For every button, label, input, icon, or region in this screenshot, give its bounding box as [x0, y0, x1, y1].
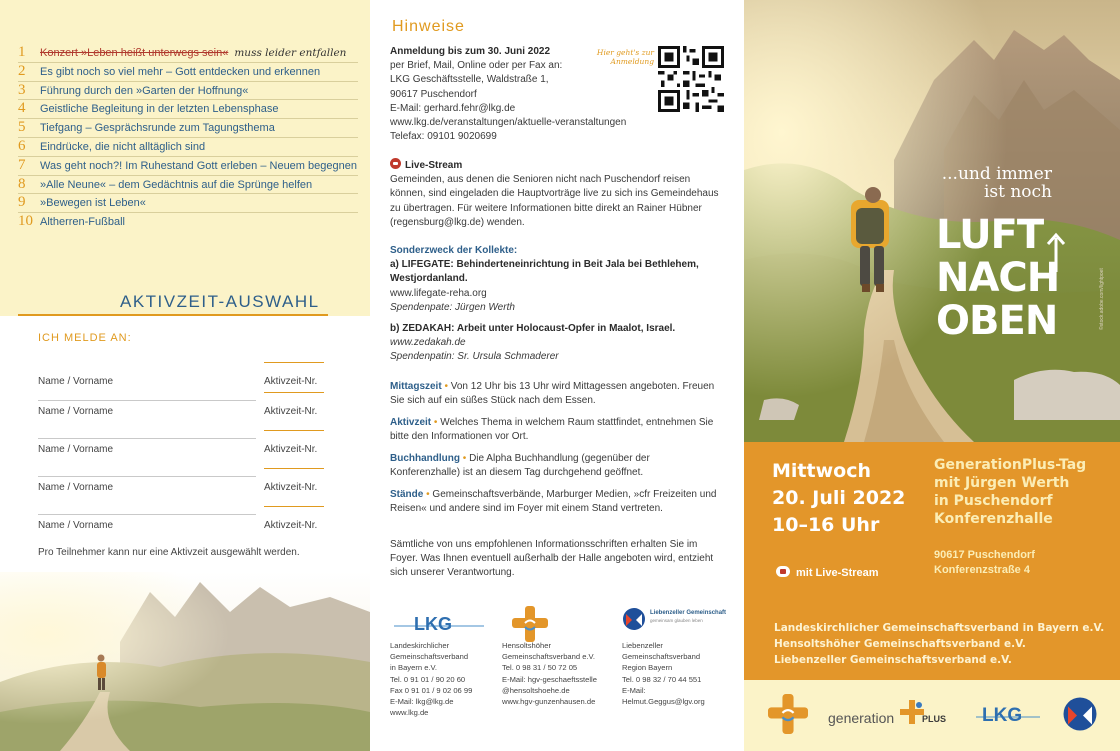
collection-block	[390, 244, 720, 365]
hgv-cross-logo	[512, 606, 548, 642]
event-weekday: Mittwoch	[772, 460, 871, 482]
program-item-text: Eindrücke, die nicht alltäglich sind	[40, 140, 206, 153]
event-time: 10–16 Uhr	[772, 514, 880, 536]
association-name: Landeskirchlicher Gemeinschaftsverband in Bayern e.V.	[774, 622, 1105, 634]
plus-icon	[900, 700, 924, 724]
landscape-photo	[0, 572, 370, 751]
livestream-title: Live-Stream	[405, 160, 463, 171]
lkg-footer-logo	[976, 702, 1040, 728]
photo-credit: ©stock.adobe.com/lightpoet	[1099, 268, 1105, 330]
program-item-number: 9	[18, 194, 26, 211]
stands-title: Stände	[390, 489, 424, 500]
qr-code[interactable]	[658, 46, 724, 112]
left-panel	[0, 0, 370, 751]
cancel-note: muss leider entfallen	[234, 47, 347, 59]
stands-block: Stände • Gemeinschaftsverbände, Marburger Medien, »cfr Freizeiten und Reisen« und andere sind im Foyer mit einem Stand vertreten.	[390, 489, 717, 515]
event-address-line: Konferenzstraße 4	[934, 564, 1030, 576]
program-item-text: Führung durch den »Garten der Hoffnung«	[40, 84, 249, 97]
name-label: Name / Vorname	[38, 482, 114, 493]
registration-line: LKG Geschäftsstelle, Waldstraße 1,	[390, 74, 549, 86]
livestream-camera-icon	[776, 566, 790, 577]
program-item-number: 7	[18, 156, 26, 173]
nr-line	[264, 506, 324, 507]
program-item	[18, 119, 358, 138]
nr-label: Aktivzeit-Nr.	[264, 406, 318, 417]
event-line: in Puschendorf	[934, 493, 1053, 509]
program-item	[18, 157, 358, 176]
generationplus-logo-text: generation	[828, 710, 895, 726]
nr-label: Aktivzeit-Nr.	[264, 444, 318, 455]
signup-row[interactable]	[38, 370, 328, 390]
org-logos	[390, 604, 730, 744]
association-name: Hensoltshöher Gemeinschaftsverband e.V.	[774, 638, 1026, 650]
program-item-text: Tiefgang – Gesprächsrunde zum Tagungsthema	[40, 122, 275, 135]
name-label: Name / Vorname	[38, 520, 114, 531]
program-item	[18, 100, 358, 119]
name-label: Name / Vorname	[38, 376, 114, 387]
slogan-word: LUFT	[936, 212, 1044, 258]
program-item-number: 4	[18, 100, 26, 117]
nr-line	[264, 362, 324, 363]
generationplus-logo-plus: PLUS	[922, 714, 947, 724]
nr-line	[264, 430, 324, 431]
program-item-text: »Bewegen ist Leben«	[40, 197, 146, 210]
org-address: Landeskirchlicher Gemeinschaftsverband in Bayern e.V. Tel. 0 91 01 / 90 20 60 Fax 0 91 01 / 9 02 06 99 E-Mail: lkg@lkg.de www.lkg.de	[390, 641, 473, 718]
program-item	[18, 176, 358, 195]
info-panel	[370, 0, 744, 751]
lgv-logo-text: Liebenzeller Gemeinschaft	[650, 610, 727, 616]
program-item-number: 1	[18, 44, 26, 60]
collection-a-sponsor: Spendenpate: Jürgen Werth	[390, 301, 515, 313]
lkg-footer-logo-text: LKG	[982, 705, 1023, 726]
lunch-title: Mittagszeit	[390, 381, 442, 392]
signup-row[interactable]	[38, 476, 328, 496]
program-item-text: Es gibt noch so viel mehr – Gott entdecken und erkennen	[40, 65, 321, 78]
nr-label: Aktivzeit-Nr.	[264, 520, 318, 531]
livestream-block	[390, 158, 720, 230]
arrow-up-icon	[1046, 232, 1066, 272]
selection-rule	[18, 314, 328, 316]
event-address	[934, 548, 1035, 578]
cover-panel	[744, 0, 1120, 751]
name-line	[38, 514, 256, 515]
nr-label: Aktivzeit-Nr.	[264, 482, 318, 493]
registration-email[interactable]: E-Mail: gerhard.fehr@lkg.de	[390, 102, 516, 114]
lkg-logo-text: LKG	[414, 614, 452, 634]
book-block: Buchhandlung • Die Alpha Buchhandlung (gegenüber der Konferenzhalle) ist an diesem Tag durchgehend geöffnet.	[390, 453, 650, 479]
qr-note: Hier geht's zur Anmeldung	[596, 48, 654, 66]
associations	[774, 620, 1104, 668]
stands-text: Gemeinschaftsverbände, Marburger Medien, »cfr Freizeiten und Reisen« und andere sind im Foyer mit einem Stand vertreten.	[390, 489, 717, 515]
name-line	[38, 476, 256, 477]
event-line: GenerationPlus-Tag	[934, 457, 1087, 473]
program-item-text: Geistliche Begleitung in der letzten Lebensphase	[40, 103, 279, 116]
collection-a-url[interactable]: www.lifegate-reha.org	[390, 287, 487, 299]
lgv-logo	[622, 606, 740, 636]
registration-line: per Brief, Mail, Online oder per Fax an:	[390, 60, 563, 72]
program-item	[18, 138, 358, 157]
disclaimer: Sämtliche von uns empfohlenen Informationsschriften erhalten Sie im Foyer. Was Ihnen eventuell außerhalb der Halle angeboten wird, entzieht sich unserer Verantwortung.	[390, 539, 714, 579]
signup-heading: ICH MELDE AN:	[38, 332, 132, 344]
event-address-line: 90617 Puschendorf	[934, 549, 1035, 561]
selection-title: AKTIVZEIT-AUSWAHL	[120, 292, 320, 311]
program-item-text: Was geht noch?! Im Ruhestand Gott erleben – Neuem begegnen	[40, 159, 357, 172]
nr-line	[264, 392, 324, 393]
book-title: Buchhandlung	[390, 453, 460, 464]
lgv-logo-tagline: gemeinsam glauben leben	[650, 618, 703, 623]
program-item	[18, 82, 358, 101]
program-item-text: Konzert »Leben heißt unterwegs sein«	[40, 47, 229, 59]
livestream-badge	[776, 566, 879, 579]
event-title	[934, 456, 1086, 528]
event-date	[772, 458, 905, 539]
program-item-number: 2	[18, 62, 26, 79]
signup-row[interactable]	[38, 438, 328, 458]
livestream-label: mit Live-Stream	[796, 567, 879, 579]
program-item	[18, 44, 358, 63]
name-label: Name / Vorname	[38, 406, 114, 417]
collection-b-sponsor: Spendenpatin: Sr. Ursula Schmaderer	[390, 351, 559, 363]
program-item	[18, 213, 358, 232]
livestream-icon	[390, 158, 401, 169]
nr-line	[264, 468, 324, 469]
livestream-text: Gemeinden, aus denen die Senioren nicht nach Puschendorf reisen können, sind eingeladen die Hauptvorträge live zu sich ins Gemeindehaus zu übertragen. Für weitere Informationen bitte direkt an Rainer Hübner (regensburg@lkg.de) wenden.	[390, 174, 719, 228]
event-box	[744, 442, 1120, 680]
collection-a-title: a) LIFEGATE: Behinderteneinrichtung in Beit Jala bei Bethlehem, Westjordanland.	[390, 259, 699, 285]
registration-fax: Telefax: 09101 9020699	[390, 131, 497, 143]
slogan-small: ...und immer ist noch	[941, 164, 1052, 202]
name-label: Name / Vorname	[38, 444, 114, 455]
registration-line: 90617 Puschendorf	[390, 88, 477, 100]
lunch-block: Mittagszeit • Von 12 Uhr bis 13 Uhr wird Mittagessen angeboten. Freuen Sie sich auf ein süßes Stück nach dem Essen.	[390, 381, 715, 407]
lkg-logo	[394, 612, 484, 636]
lgv-emblem-icon	[622, 606, 646, 632]
event-day: 20. Juli 2022	[772, 487, 906, 509]
org-address: Liebenzeller Gemeinschaftsverband Region Bayern Tel. 0 98 32 / 70 44 551 E-Mail: Helmut.Geggus@lgv.org	[622, 641, 705, 707]
nr-label: Aktivzeit-Nr.	[264, 376, 318, 387]
program-item-number: 3	[18, 81, 26, 98]
name-line	[38, 438, 256, 439]
cover-photo	[744, 0, 1120, 442]
lgv-footer-emblem-icon	[1062, 694, 1098, 734]
slogan-big	[936, 214, 1059, 343]
program-box	[0, 0, 370, 316]
registration-title: Anmeldung bis zum 30. Juni 2022	[390, 46, 551, 57]
signup-row[interactable]	[38, 400, 328, 420]
program-item-number: 10	[18, 213, 33, 230]
collection-title: Sonderzweck der Kollekte:	[390, 245, 518, 256]
program-item	[18, 194, 358, 213]
program-item	[18, 63, 358, 82]
footer-logos	[744, 680, 1120, 751]
book-text: Die Alpha Buchhandlung (gegenüber der Konferenzhalle) ist an diesem Tag durchgehend geöffnet.	[390, 453, 650, 479]
program-item-text: Altherren-Fußball	[40, 216, 125, 229]
association-name: Liebenzeller Gemeinschaftsverband e.V.	[774, 654, 1012, 666]
active-block: Aktivzeit • Welches Thema in welchem Raum stattfindet, entnehmen Sie bitte den Informationen vor Ort.	[390, 417, 714, 443]
registration-url[interactable]: www.lkg.de/veranstaltungen/aktuelle-veranstaltungen	[390, 117, 627, 129]
slogan-word: OBEN	[936, 298, 1058, 344]
signup-row[interactable]	[38, 514, 328, 534]
active-text: Welches Thema in welchem Raum stattfindet, entnehmen Sie bitte den Informationen vor Ort.	[390, 417, 714, 443]
signup-note: Pro Teilnehmer kann nur eine Aktivzeit ausgewählt werden.	[38, 547, 300, 558]
event-line: mit Jürgen Werth	[934, 475, 1070, 491]
name-line	[38, 400, 256, 401]
info-title: Hinweise	[392, 18, 465, 35]
active-title: Aktivzeit	[390, 417, 432, 428]
program-item-number: 5	[18, 119, 26, 136]
lunch-text: Von 12 Uhr bis 13 Uhr wird Mittagessen angeboten. Freuen Sie sich auf ein süßes Stück nach dem Essen.	[390, 381, 715, 407]
program-item-number: 8	[18, 175, 26, 192]
hgv-cross-icon	[768, 694, 808, 734]
org-address: Hensoltshöher Gemeinschaftsverband e.V. Tel. 0 98 31 / 50 72 05 E-Mail: hgv-geschaeftsstelle @hensoltshoehe.de www.hgv-gunzenhausen.de	[502, 641, 597, 707]
program-list	[18, 44, 358, 232]
event-line: Konferenzhalle	[934, 511, 1053, 527]
program-item-text: »Alle Neune« – dem Gedächtnis auf die Sprünge helfen	[40, 178, 313, 191]
program-item-number: 6	[18, 137, 26, 154]
slogan-word: NACH	[936, 255, 1060, 301]
collection-b-url[interactable]: www.zedakah.de	[390, 337, 466, 349]
collection-b-title: b) ZEDAKAH: Arbeit unter Holocaust-Opfer in Maalot, Israel.	[390, 323, 676, 335]
